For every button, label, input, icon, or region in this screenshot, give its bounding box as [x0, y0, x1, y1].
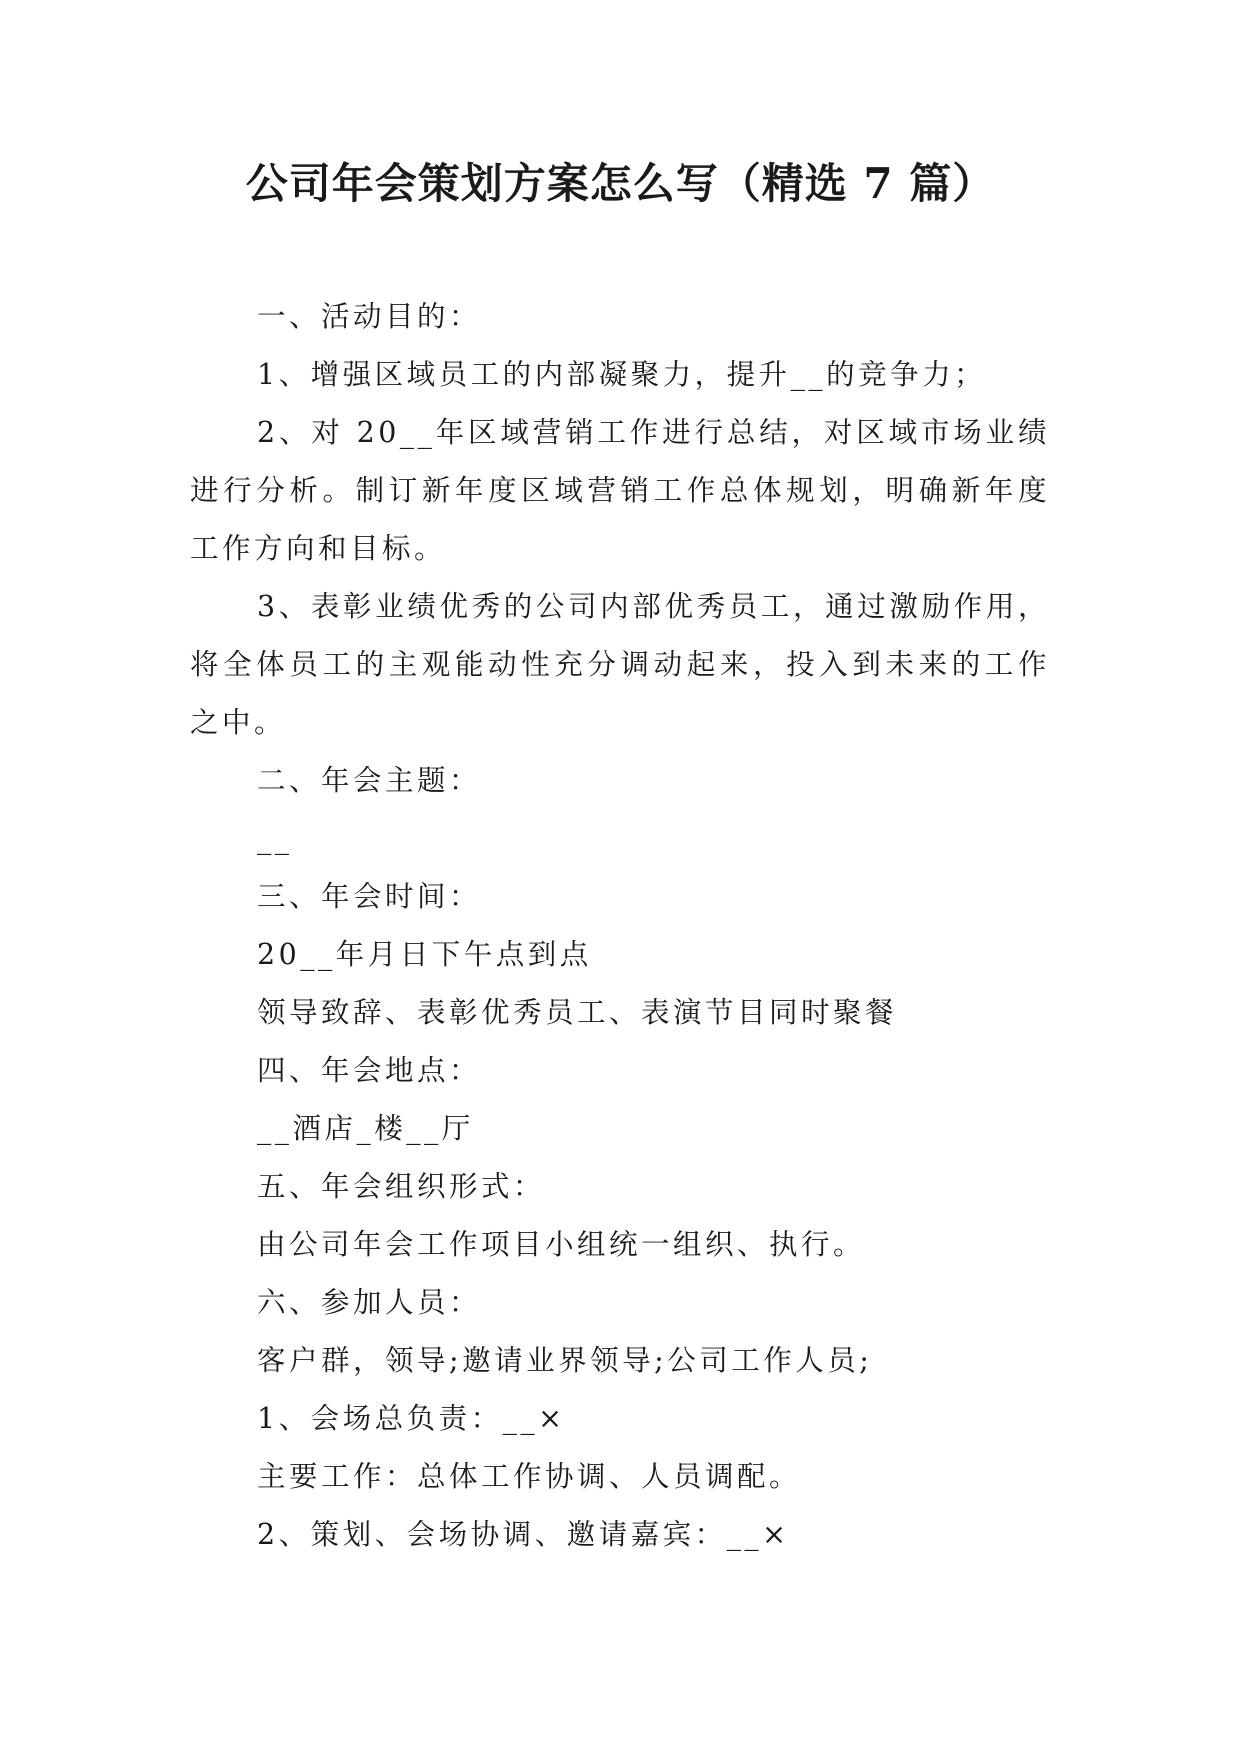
- theme-value: __: [257, 822, 293, 855]
- section-heading-venue: 四、年会地点：: [257, 1054, 482, 1087]
- role-item-1: 1、会场总负责：__×: [257, 1402, 566, 1435]
- venue-value: __酒店_楼__厅: [257, 1112, 474, 1145]
- section-heading-time: 三、年会时间：: [257, 880, 482, 913]
- time-value: 20__年月日下午点到点: [257, 938, 592, 971]
- section-heading-goals: 一、活动目的：: [257, 300, 482, 333]
- format-value: 由公司年会工作项目小组统一组织、执行。: [257, 1228, 866, 1261]
- role-item-2: 2、策划、会场协调、邀请嘉宾：__×: [257, 1518, 790, 1551]
- section-heading-participants: 六、参加人员：: [257, 1286, 482, 1319]
- agenda-text: 领导致辞、表彰优秀员工、表演节目同时聚餐: [257, 996, 898, 1029]
- document-body: [190, 288, 1050, 1564]
- role-item-1-duties: 主要工作：总体工作协调、人员调配。: [257, 1460, 802, 1493]
- section-heading-format: 五、年会组织形式：: [257, 1170, 546, 1203]
- goal-item-3: 3、表彰业绩优秀的公司内部优秀员工，通过激励作用，将全体员工的主观能动性充分调动起来，投入到未来的工作之中。: [190, 590, 1050, 739]
- section-heading-theme: 二、年会主题：: [257, 764, 482, 797]
- goal-item-1: 1、增强区域员工的内部凝聚力，提升__的竞争力；: [257, 358, 987, 391]
- document-title: 公司年会策划方案怎么写（精选 7 篇）: [245, 159, 996, 208]
- goal-item-2: 2、对 20__年区域营销工作进行总结，对区域市场业绩进行分析。制订新年度区域营销工作总体规划，明确新年度工作方向和目标。: [190, 416, 1050, 565]
- participants-value: 客户群，领导;邀请业界领导;公司工作人员;: [257, 1344, 873, 1377]
